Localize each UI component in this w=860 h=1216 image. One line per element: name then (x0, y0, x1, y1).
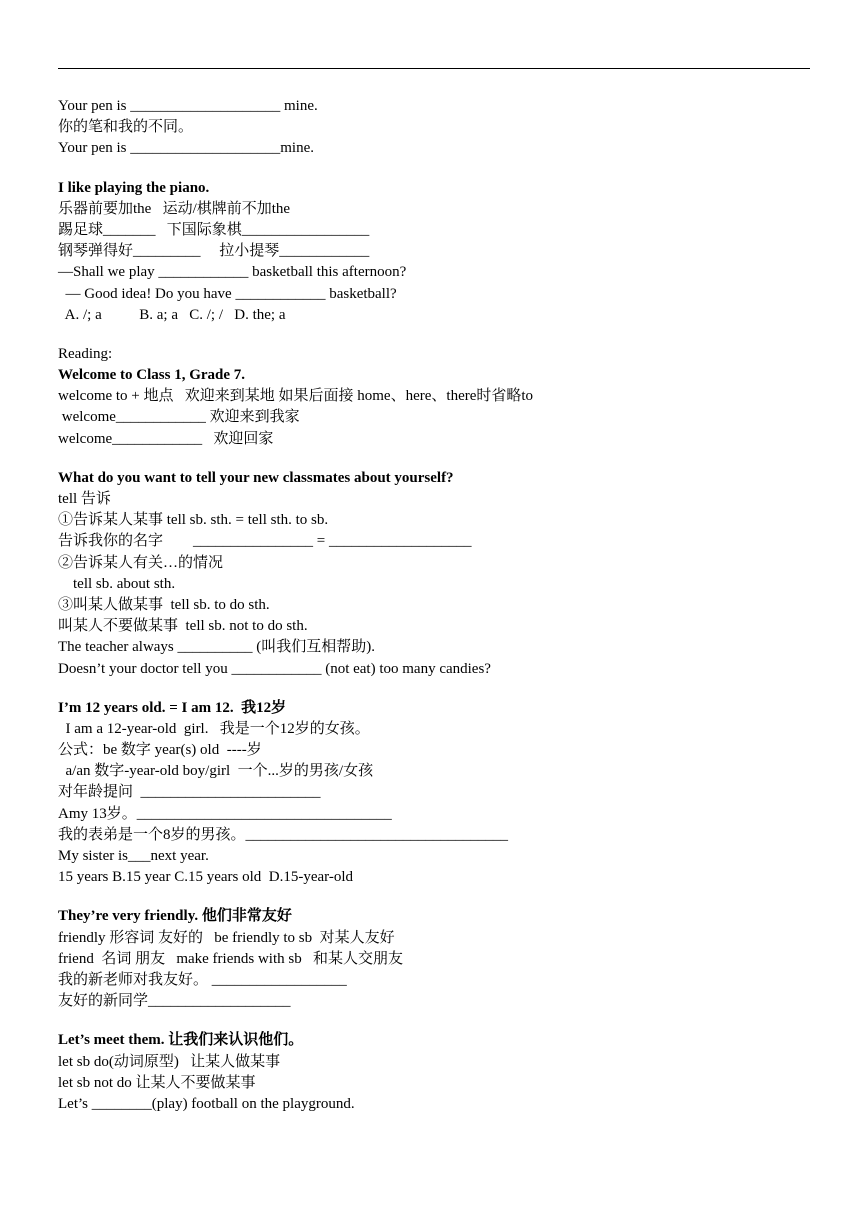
document-body (58, 96, 810, 1115)
header-rule (58, 68, 810, 69)
text-line: welcome____________ 欢迎回家 (58, 430, 274, 447)
text-line: let sb do(动词原型) 让某人做某事 (58, 1053, 281, 1070)
text-line: 我的新老师对我友好。 __________________ (58, 971, 347, 988)
section-spacer (58, 888, 810, 906)
text-line: ②告诉某人有关…的情况 (58, 554, 224, 571)
text-line: Your pen is ____________________mine. (58, 140, 314, 157)
section-heading: Let’s meet them. 让我们来认识他们。 (58, 1032, 304, 1049)
text-line: tell 告诉 (58, 491, 111, 507)
text-line: Let’s ________(play) football on the playground. (58, 1095, 355, 1112)
text-line: The teacher always __________ (叫我们互相帮助). (58, 639, 376, 656)
text-line: — Good idea! Do you have ____________ basketball? (58, 285, 397, 302)
section-6 (58, 906, 810, 1012)
text-line: 15 years B.15 year C.15 years old D.15-year-old (58, 869, 354, 886)
text-line: welcome____________ 欢迎来到我家 (58, 409, 300, 426)
text-line: a/an 数字-year-old boy/girl 一个...岁的男孩/女孩 (58, 763, 374, 780)
text-line: 你的笔和我的不同。 (58, 119, 194, 136)
section-heading: They’re very friendly. 他们非常友好 (58, 908, 292, 925)
section-heading: What do you want to tell your new classmates about yourself? (58, 469, 454, 486)
text-line: 钢琴弹得好_________ 拉小提琴____________ (58, 243, 370, 260)
text-line: 公式：be 数字 year(s) old ----岁 (58, 742, 262, 759)
section-spacer (58, 1012, 810, 1030)
text-line: —Shall we play ____________ basketball this afternoon? (58, 264, 407, 281)
text-line: friend 名词 朋友 make friends with sb 和某人交朋友 (58, 950, 403, 967)
section-heading: I’m 12 years old. = I am 12. 我12岁 (58, 699, 287, 716)
text-line: welcome to + 地点 欢迎来到某地 如果后面接 home、here、there时省略to (58, 388, 534, 405)
text-line: Doesn’t your doctor tell you ____________ (not eat) too many candies? (58, 660, 491, 677)
section-spacer (58, 326, 810, 344)
section-4 (58, 468, 810, 680)
text-line: ③叫某人做某事 tell sb. to do sth. (58, 596, 270, 613)
text-line: 对年龄提问 ________________________ (58, 784, 321, 801)
text-line: A. /; a B. a; a C. /; / D. the; a (58, 306, 286, 323)
text-line: I am a 12-year-old girl. 我是一个12岁的女孩。 (58, 720, 370, 737)
text-line: 告诉我你的名字 ________________ = ___________________ (58, 533, 472, 550)
section-3 (58, 344, 810, 450)
text-line: 叫某人不要做某事 tell sb. not to do sth. (58, 618, 308, 635)
text-line: friendly 形容词 友好的 be friendly to sb 对某人友好 (58, 929, 395, 946)
section-spacer (58, 160, 810, 178)
section-7 (58, 1030, 810, 1115)
text-line: 我的表弟是一个8岁的男孩。___________________________________ (58, 826, 509, 843)
text-line: 踢足球_______ 下国际象棋_________________ (58, 221, 370, 238)
section-5 (58, 698, 810, 889)
text-line: tell sb. about sth. (58, 575, 176, 592)
text-line: Amy 13岁。__________________________________ (58, 805, 392, 822)
section-heading: I like playing the piano. (58, 179, 210, 196)
section-heading: Welcome to Class 1, Grade 7. (58, 367, 246, 384)
section-1 (58, 96, 810, 160)
text-line: Your pen is ____________________ mine. (58, 98, 318, 114)
section-spacer (58, 450, 810, 468)
section-spacer (58, 680, 810, 698)
text-line: My sister is___next year. (58, 848, 209, 864)
text-line: let sb not do 让某人不要做某事 (58, 1074, 256, 1091)
text-line: Reading: (58, 345, 113, 362)
text-line: 友好的新同学___________________ (58, 993, 291, 1010)
section-2 (58, 178, 810, 326)
text-line: ①告诉某人某事 tell sb. sth. = tell sth. to sb. (58, 512, 329, 529)
text-line: 乐器前要加the 运动/棋牌前不加the (58, 200, 291, 217)
